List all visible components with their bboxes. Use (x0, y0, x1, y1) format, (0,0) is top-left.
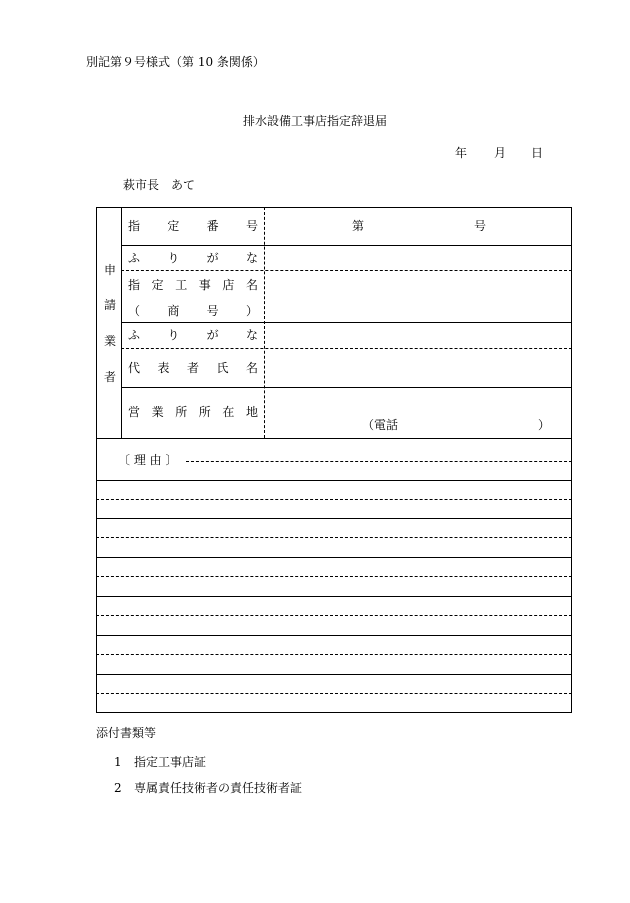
section-label-char: 請 (103, 298, 116, 312)
reason-line (96, 615, 572, 616)
label-char: 号 (245, 219, 258, 233)
label-char: 業 (151, 405, 164, 419)
attachment-item: 専属責任技術者の責任技術者証 (134, 781, 303, 795)
label-char: 所 (198, 405, 211, 419)
label-char: 氏 (216, 361, 229, 375)
reason-line (96, 499, 572, 500)
reason-line (96, 693, 572, 694)
attachment-number: 1 (114, 755, 122, 769)
designation-number-suffix: 号 (474, 219, 487, 233)
label-char: 定 (167, 219, 180, 233)
furigana-label (128, 328, 258, 342)
reason-line (96, 635, 572, 636)
label-char: 定 (151, 278, 164, 292)
row-line (121, 245, 572, 246)
label-char: 所 (175, 405, 188, 419)
reason-line (96, 596, 572, 597)
label-char: 指 (128, 219, 141, 233)
office-address-label (128, 405, 258, 419)
label-char: 表 (157, 361, 170, 375)
reason-line (96, 480, 572, 481)
attachment-item: 指定工事店証 (134, 755, 207, 769)
label-char: 指 (128, 278, 141, 292)
reason-line (96, 576, 572, 577)
representative-name-label (128, 361, 258, 375)
date-month-label: 月 (494, 146, 507, 160)
designation-number-prefix: 第 (352, 219, 365, 233)
attachment-number: 2 (114, 781, 122, 795)
label-char: 名 (245, 278, 258, 292)
label-char: 番 (206, 219, 219, 233)
label-char: が (206, 328, 219, 342)
reason-label: 〔 理 由 〕 (118, 453, 178, 467)
designation-number-label (128, 219, 258, 233)
addressee: 萩市長 あて (123, 178, 196, 192)
section-label-char: 業 (103, 334, 116, 348)
label-char: ふ (128, 328, 141, 342)
section-label-char: 者 (103, 370, 116, 384)
reason-line (186, 461, 572, 462)
section-label-char: 申 (103, 263, 116, 277)
furigana-label (128, 251, 258, 265)
reason-line (96, 557, 572, 558)
section-line (96, 438, 572, 439)
reason-line (96, 518, 572, 519)
date-day-label: 日 (531, 146, 544, 160)
row-line (121, 270, 572, 271)
reason-line (96, 537, 572, 538)
label-char: 営 (128, 405, 141, 419)
label-char: り (167, 328, 180, 342)
label-char: ） (245, 304, 258, 318)
label-char: 店 (222, 278, 235, 292)
label-char: 商 (167, 304, 180, 318)
label-char: り (167, 251, 180, 265)
document-title: 排水設備工事店指定辞退届 (242, 114, 387, 128)
label-char: 在 (222, 405, 235, 419)
shop-name-sub-label (128, 304, 258, 318)
row-line (121, 387, 572, 388)
label-char: な (245, 328, 258, 342)
label-char: 工 (175, 278, 188, 292)
label-char: 号 (206, 304, 219, 318)
label-char: な (245, 251, 258, 265)
label-char: ふ (128, 251, 141, 265)
reason-line (96, 674, 572, 675)
phone-label: （電話 (362, 418, 399, 432)
label-char: 代 (128, 361, 141, 375)
phone-close: ） (538, 418, 551, 432)
label-char: （ (128, 304, 141, 318)
label-char: 地 (245, 405, 258, 419)
label-char: 事 (198, 278, 211, 292)
form-number: 別記第９号様式（第 10 条関係） (86, 55, 265, 69)
label-char: 者 (186, 361, 199, 375)
reason-line (96, 654, 572, 655)
label-char: 名 (245, 361, 258, 375)
row-line (121, 348, 572, 349)
shop-name-label (128, 278, 258, 292)
row-line (121, 322, 572, 323)
attachments-title: 添付書類等 (96, 726, 157, 740)
label-char: が (206, 251, 219, 265)
date-year-label: 年 (455, 146, 468, 160)
